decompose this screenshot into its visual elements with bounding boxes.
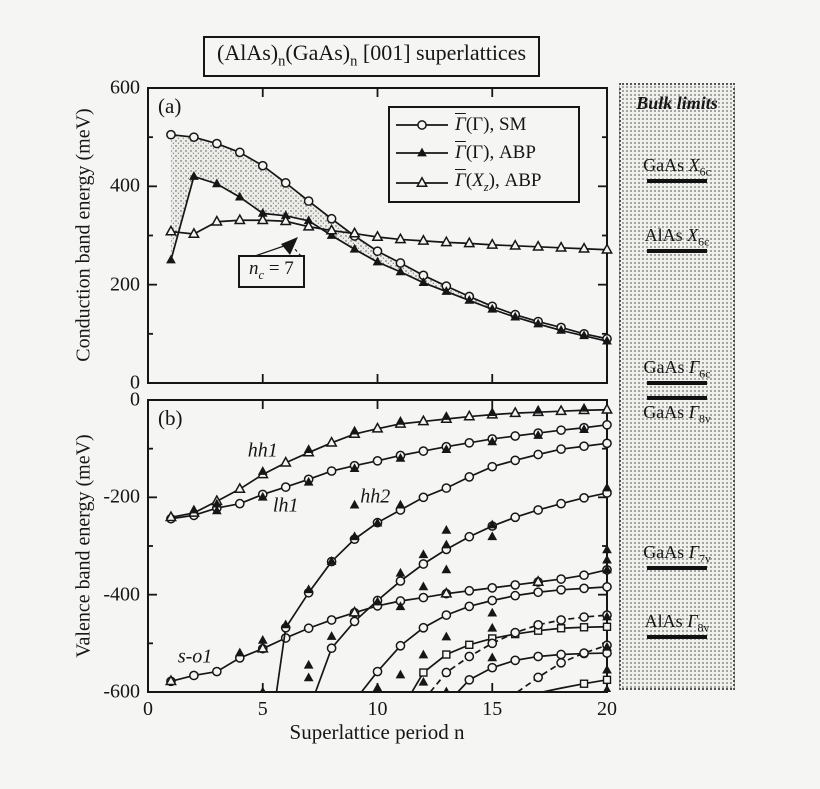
filled-triangle-marker <box>441 411 451 420</box>
xtick-label: 5 <box>257 698 268 720</box>
open-circle-marker <box>511 513 519 521</box>
bulk-level-label-part: AlAs <box>644 611 688 632</box>
open-circle-marker <box>465 602 473 610</box>
bulk-level-line-0 <box>647 179 707 183</box>
open-circle-marker <box>419 447 427 455</box>
open-circle-marker <box>465 652 473 660</box>
filled-triangle-marker <box>304 660 314 669</box>
open-circle-marker <box>580 494 588 502</box>
legend-label <box>455 170 541 195</box>
open-circle-marker <box>282 483 290 491</box>
open-circle-marker <box>442 611 450 619</box>
filled-triangle-marker <box>441 687 451 696</box>
ytick-label-a: 400 <box>110 174 140 197</box>
title-subscript: n <box>350 53 358 70</box>
legend-label-part: $\overline{\Gamma}$ <box>455 142 466 164</box>
legend-label-part: (Γ), SM <box>465 114 527 136</box>
xtick-label: 0 <box>143 698 153 720</box>
open-circle-marker <box>511 581 519 589</box>
ytick-label-a: 600 <box>110 76 140 99</box>
open-circle-marker <box>419 560 427 568</box>
filled-triangle-marker <box>350 500 360 509</box>
legend-item-2 <box>394 170 574 195</box>
curve-hh5 <box>543 680 607 692</box>
annotation-value: = 7 <box>264 258 294 279</box>
open-circle-marker <box>350 617 358 625</box>
open-circle-marker <box>373 667 381 675</box>
bulk-level-label-part: 6c <box>699 164 711 179</box>
open-circle-marker <box>419 493 427 501</box>
bulk-level-label-part: AlAs <box>644 225 688 246</box>
filled-triangle-marker <box>487 531 497 540</box>
open-circle-marker <box>488 463 496 471</box>
ytick-label-b: 0 <box>130 388 140 411</box>
figure-title <box>203 36 540 77</box>
open-circle-marker <box>557 659 565 667</box>
open-circle-marker <box>396 259 404 267</box>
open-circle-marker <box>465 439 473 447</box>
annotation-arrowhead <box>281 237 298 255</box>
open-circle-marker <box>534 652 542 660</box>
filled-triangle-marker <box>166 255 176 264</box>
legend-label-part: (Γ), ABP <box>465 142 536 164</box>
open-circle-marker <box>534 588 542 596</box>
curve-label-s-o1: s-o1 <box>177 645 213 668</box>
bulk-level-line-2 <box>647 381 707 385</box>
ytick-label-b: -200 <box>103 485 140 508</box>
open-square-marker <box>466 641 473 648</box>
open-circle-marker <box>396 577 404 585</box>
filled-triangle-marker <box>441 564 451 573</box>
bulk-level-label-1 <box>621 225 733 250</box>
curve-label-hh1: hh1 <box>247 439 278 462</box>
legend-label-part: $\overline{\Gamma}$ <box>455 114 466 136</box>
xtick-label: 15 <box>482 698 503 720</box>
filled-triangle-marker <box>327 631 337 640</box>
legend-label <box>455 114 526 136</box>
filled-triangle-marker <box>396 568 406 577</box>
open-circle-marker <box>328 215 336 223</box>
bulk-level-line-3 <box>647 396 707 400</box>
open-circle-marker <box>511 592 519 600</box>
bulk-level-label-part: 7v <box>698 551 711 566</box>
bulk-level-label-part: GaAs <box>643 541 689 562</box>
open-circle-marker <box>534 621 542 629</box>
open-circle-marker <box>419 624 427 632</box>
open-square-marker <box>420 669 427 676</box>
bulk-level-label-part: Γ <box>688 541 699 562</box>
bulk-level-line-1 <box>647 249 707 253</box>
open-circle-marker <box>418 121 426 129</box>
open-circle-marker <box>442 484 450 492</box>
open-circle-marker <box>488 596 496 604</box>
open-circle-marker <box>419 593 427 601</box>
panel-a-letter: (a) <box>158 94 182 118</box>
bulk-level-label-part: 6c <box>699 366 711 381</box>
bulk-limits-sidebar <box>619 83 735 690</box>
curve-label-lh1: lh1 <box>272 494 299 517</box>
ytick-label-a: 0 <box>130 371 140 394</box>
open-circle-marker <box>236 148 244 156</box>
panel-b-frame <box>148 400 607 692</box>
filled-triangle-marker <box>487 653 497 662</box>
open-circle-marker <box>557 575 565 583</box>
open-circle-marker <box>167 131 175 139</box>
filled-triangle-marker <box>533 405 543 414</box>
sidebar-title: Bulk limits <box>636 93 718 113</box>
open-circle-marker <box>442 668 450 676</box>
open-circle-marker <box>373 457 381 465</box>
bulk-level-label-part: GaAs <box>643 154 689 175</box>
legend-label-part: z <box>483 179 489 194</box>
open-triangle-marker <box>235 215 244 223</box>
bulk-level-label-part: 8v <box>698 411 711 426</box>
bulk-level-label-part: X <box>688 154 700 175</box>
filled-triangle-marker <box>258 466 268 475</box>
title-subscript: n <box>278 53 286 70</box>
open-circle-marker <box>328 616 336 624</box>
open-circle-marker <box>580 571 588 579</box>
open-circle-marker <box>580 613 588 621</box>
filled-triangle-marker <box>373 683 383 692</box>
filled-triangle-marker <box>602 665 612 674</box>
open-circle-marker <box>465 473 473 481</box>
open-circle-marker <box>511 629 519 637</box>
filled-triangle-marker <box>602 555 612 564</box>
annotation-variable: n <box>249 258 259 279</box>
legend-label-part: ( <box>465 170 473 192</box>
filled-triangle-marker <box>487 623 497 632</box>
open-circle-marker <box>259 162 267 170</box>
open-circle-marker <box>282 634 290 642</box>
nc-annotation <box>238 255 305 288</box>
filled-triangle-marker <box>235 648 245 657</box>
open-circle-marker <box>557 445 565 453</box>
open-circle-marker <box>373 247 381 255</box>
open-circle-icon <box>394 116 450 134</box>
filled-triangle-marker <box>579 403 589 412</box>
bulk-level-label-part: 6c <box>698 234 710 249</box>
open-circle-marker <box>465 533 473 541</box>
open-circle-marker <box>465 587 473 595</box>
bulk-level-label-0 <box>621 155 733 180</box>
open-circle-marker <box>603 421 611 429</box>
bulk-level-label-part: X <box>687 225 699 246</box>
filled-triangle-marker <box>396 670 406 679</box>
open-square-marker <box>604 623 611 630</box>
open-circle-marker <box>488 584 496 592</box>
open-circle-marker <box>305 197 313 205</box>
open-circle-marker <box>190 671 198 679</box>
bulk-level-line-4 <box>647 566 707 570</box>
open-circle-marker <box>557 616 565 624</box>
filled-triangle-marker <box>441 540 451 549</box>
bulk-level-label-part: Γ <box>687 611 698 632</box>
open-circle-marker <box>534 506 542 514</box>
legend <box>388 106 580 203</box>
open-circle-marker <box>328 644 336 652</box>
open-circle-marker <box>534 673 542 681</box>
panel-a-ylabel: Conduction band energy (meV) <box>72 108 95 362</box>
legend-item-0 <box>394 114 574 136</box>
open-circle-marker <box>511 656 519 664</box>
filled-triangle-marker <box>419 581 429 590</box>
open-square-marker <box>581 680 588 687</box>
bulk-level-label-3 <box>621 402 733 427</box>
open-circle-marker <box>465 676 473 684</box>
x-axis-label: Superlattice period n <box>289 720 465 744</box>
filled-triangle-marker <box>396 416 406 425</box>
legend-item-1 <box>394 142 574 164</box>
open-circle-marker <box>557 426 565 434</box>
bulk-level-line-5 <box>647 635 707 639</box>
bulk-level-label-2 <box>621 357 733 382</box>
filled-triangle-marker <box>258 687 268 696</box>
bulk-level-label-part: GaAs <box>643 402 689 423</box>
bulk-level-label-part: 8v <box>697 620 710 635</box>
legend-label-part: X <box>472 170 484 192</box>
open-circle-marker <box>580 584 588 592</box>
open-triangle-marker <box>417 177 426 185</box>
open-square-marker <box>558 625 565 632</box>
filled-triangle-marker <box>304 672 314 681</box>
filled-triangle-marker <box>602 483 612 492</box>
open-circle-marker <box>328 467 336 475</box>
open-circle-marker <box>511 456 519 464</box>
curve-label-hh2: hh2 <box>360 485 391 508</box>
title-text: [001] superlattices <box>357 40 527 65</box>
open-circle-marker <box>488 664 496 672</box>
filled-triangle-icon <box>394 144 450 162</box>
legend-label-part: ), ABP <box>488 170 542 192</box>
open-triangle-marker <box>602 405 611 413</box>
open-circle-marker <box>396 642 404 650</box>
bulk-level-label-part: Γ <box>688 402 699 423</box>
open-circle-marker <box>603 583 611 591</box>
xtick-label: 20 <box>597 698 617 720</box>
xtick-label: 10 <box>367 698 388 720</box>
open-circle-marker <box>603 439 611 447</box>
open-circle-marker <box>557 650 565 658</box>
ytick-label-b: -400 <box>103 583 140 606</box>
open-square-marker <box>581 624 588 631</box>
open-square-marker <box>443 651 450 658</box>
filled-triangle-marker <box>304 444 314 453</box>
filled-triangle-marker <box>487 608 497 617</box>
open-circle-marker <box>534 450 542 458</box>
bulk-level-label-4 <box>621 542 733 567</box>
open-circle-marker <box>190 133 198 141</box>
open-circle-marker <box>580 649 588 657</box>
open-circle-marker <box>236 500 244 508</box>
open-circle-marker <box>511 432 519 440</box>
legend-label <box>455 142 536 164</box>
bulk-level-label-part: GaAs <box>643 357 690 378</box>
title-text: (AlAs) <box>217 40 279 65</box>
filled-triangle-marker <box>417 148 427 157</box>
open-circle-marker <box>488 639 496 647</box>
panel-b-ylabel: Valence band energy (meV) <box>72 434 95 658</box>
filled-triangle-marker <box>419 650 429 659</box>
bulk-level-label-part: Γ <box>689 357 700 378</box>
title-text: (GaAs) <box>285 40 351 65</box>
filled-triangle-marker <box>189 505 199 514</box>
open-circle-marker <box>282 179 290 187</box>
open-circle-marker <box>213 667 221 675</box>
open-triangle-marker <box>235 484 244 492</box>
filled-triangle-marker <box>419 549 429 558</box>
panel-b-series <box>166 403 612 695</box>
ytick-label-a: 200 <box>110 273 140 296</box>
open-circle-marker <box>557 586 565 594</box>
filled-triangle-marker <box>258 635 268 644</box>
open-square-marker <box>604 676 611 683</box>
open-circle-marker <box>557 500 565 508</box>
curve-hh4 <box>412 627 607 692</box>
filled-triangle-marker <box>396 500 406 509</box>
open-circle-marker <box>305 624 313 632</box>
curve-xz-abp <box>171 220 607 250</box>
annotation-subscript: c <box>258 267 265 282</box>
filled-triangle-marker <box>487 407 497 416</box>
open-circle-marker <box>580 442 588 450</box>
open-triangle-icon <box>394 174 450 192</box>
filled-triangle-marker <box>350 426 360 435</box>
panel-b-letter: (b) <box>158 406 183 430</box>
open-circle-marker <box>213 139 221 147</box>
filled-triangle-marker <box>441 525 451 534</box>
legend-label-part: $\overline{\Gamma}$ <box>455 170 466 192</box>
bulk-level-label-5 <box>621 611 733 636</box>
filled-triangle-marker <box>441 632 451 641</box>
ytick-label-b: -600 <box>103 680 140 703</box>
